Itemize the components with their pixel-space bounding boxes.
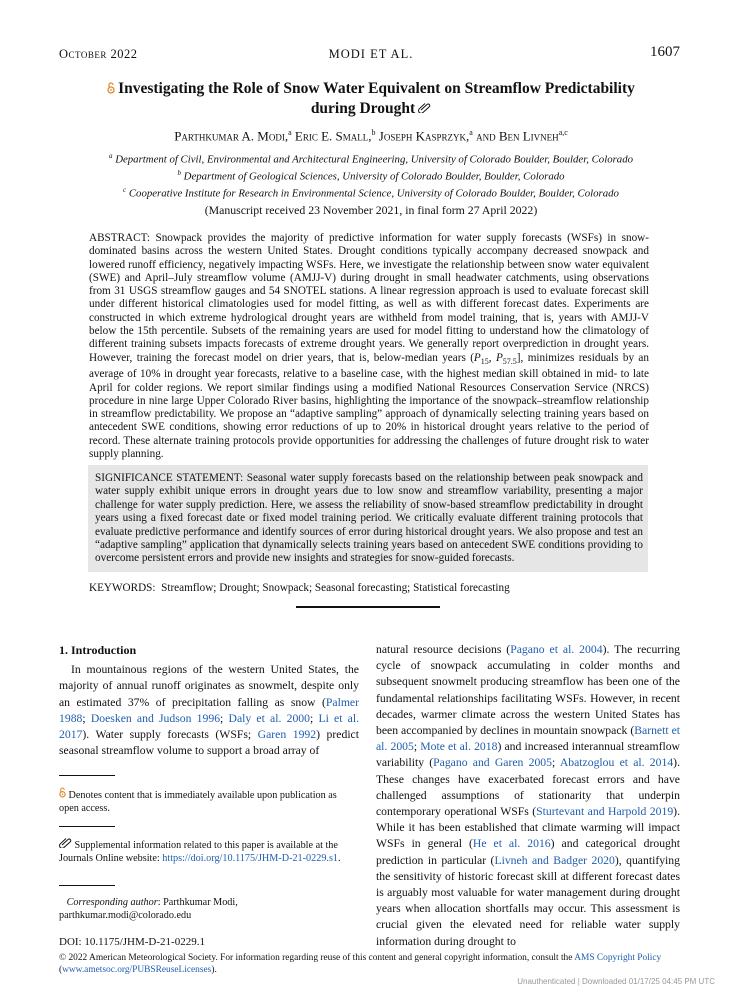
- open-access-lock-icon[interactable]: [107, 82, 118, 96]
- copyright-policy-link[interactable]: AMS Copyright Policy: [574, 953, 662, 963]
- author-list: [0, 128, 742, 144]
- open-access-lock-icon: [59, 790, 66, 801]
- paperclip-icon[interactable]: [415, 102, 431, 116]
- citation-link[interactable]: Mote et al. 2018: [420, 740, 498, 754]
- significance-statement: [88, 465, 648, 572]
- body-column-right: [376, 642, 680, 950]
- footnote-corresponding-author: [59, 897, 359, 922]
- author-affil-sup: a,c: [558, 128, 568, 137]
- citation-link[interactable]: Abatzoglou et al. 2014: [559, 756, 674, 770]
- affiliation: [0, 150, 742, 167]
- body-text: ). The recurring cycle of snowpack accumulating in colder months and subsequent snowmelt producing streamflow has been one of the fundamental relationships facilitating WSFs. However, in recent decades, warmer climate across the western United States has been accompanied by declines in mountain snowpack (: [376, 643, 681, 738]
- footnote-text: : Parthkumar Modi, parthkumar.modi@colorado.edu: [59, 897, 238, 921]
- author-name: Joseph Kasprzyk,: [378, 128, 470, 144]
- paperclip-icon: [59, 840, 72, 851]
- body-text: natural resource decisions (: [376, 643, 511, 656]
- article-title: [60, 79, 682, 119]
- citation-separator: ;: [309, 711, 319, 725]
- doi-footer: DOI: 10.1175/JHM-D-21-0229.1: [59, 936, 205, 948]
- keywords: [89, 582, 510, 594]
- footnote-text: Supplemental information related to this paper is available at the Journals Online website:: [59, 840, 338, 864]
- copyright-text: (: [59, 964, 63, 975]
- author-name: Eric E. Small,: [294, 128, 372, 144]
- article-title-line2: during Drought: [310, 100, 416, 117]
- citation-link[interactable]: Daly et al. 2000: [228, 711, 310, 725]
- citation-separator: ;: [413, 740, 421, 754]
- citation-link[interactable]: Doesken and Judson 1996: [90, 711, 221, 725]
- footnote-open-access: [59, 787, 359, 815]
- citation-separator: ;: [220, 711, 229, 725]
- citation-link[interactable]: He et al. 2016: [472, 837, 551, 851]
- citation-link[interactable]: Barnett et al. 2005: [376, 724, 681, 754]
- section-heading-introduction: 1. Introduction: [59, 643, 137, 657]
- affiliation: [0, 167, 742, 184]
- abstract-text-part1: Snowpack provides the majority of predictive information for water supply forecasts (WSFs) in snow-dominated basins across the western United States. Drought conditions typically accompany decreased snowpack and lowered runoff efficiency, negatively impacting WSFs. Here, we investigate the relationship between snow water equivalent (SWE) and April–July streamflow volume (AMJJ-V) during drought in small headwater catchments, using observations from 31 USGS streamflow gauges and 54 SNOTEL stations. A linear regression approach is used to evaluate forecast skill under different historical climatologies used for model fitting, as well as with different forecast dates. Experiments are constructed in which extreme hydrological drought years are withheld from model training, that is, years with AMJJ-V below the 15th percentile. Subsets of the remaining years are used for model fitting to understand how the climatology of different training subsets impacts forecasts of extreme drought years. We generally report overprediction in drought years. However, training the forecast model on drier years, that is, below-median years (: [89, 232, 649, 364]
- body-paragraph: [376, 642, 680, 950]
- citation-link[interactable]: Sturtevant and Harpold 2019: [536, 805, 674, 819]
- body-text: ) and categorical drought prediction in particular (: [376, 837, 680, 867]
- affiliations: [0, 150, 742, 201]
- author-name: Parthkumar A. Modi,: [174, 128, 289, 144]
- supplemental-doi-link[interactable]: https://doi.org/10.1175/JHM-D-21-0229.s1: [162, 852, 339, 864]
- body-text: ). While it has been established that climate warming will impact WSFs in general (: [376, 805, 680, 851]
- citation-link[interactable]: Li et al. 2017: [59, 711, 360, 742]
- running-header-authors: MODI ET AL.: [328, 47, 414, 61]
- citation-link[interactable]: Livneh and Badger 2020: [494, 853, 615, 867]
- footnote-label: Corresponding author: [66, 897, 158, 908]
- percentile-subscript: 57.5: [502, 356, 517, 366]
- affiliation-text: Department of Civil, Environmental and Architectural Engineering, University of Colorado Boulder, Boulder, Colorado: [115, 153, 633, 166]
- body-text: ), quantifying the sensitivity of historic forecast skill at different forecast dates is arguably most valuable for water management during drought years when allocation shortfalls may occur. This assessment is crucial given the elevated need for reliable water supply information during drought to: [376, 853, 680, 948]
- body-text: In mountainous regions of the western United States, the majority of annual runoff originates as snowmelt, despite only an estimated 37% of precipitation falling as snow (: [59, 663, 359, 709]
- citation-link[interactable]: Pagano and Garen 2005: [433, 756, 552, 770]
- author-affil-sup: a: [288, 128, 292, 137]
- download-watermark: Unauthenticated | Downloaded 01/17/25 04:45 PM UTC: [517, 977, 715, 986]
- citation-separator: ;: [552, 756, 560, 770]
- body-text: ) and increased interannual streamflow variability (: [376, 740, 680, 770]
- body-column-left: [59, 642, 359, 759]
- running-header-date: October 2022: [59, 47, 138, 61]
- significance-label: SIGNIFICANCE STATEMENT:: [95, 472, 244, 484]
- percentile-separator: ,: [488, 351, 496, 364]
- author-affil-sup: a: [469, 128, 473, 137]
- footnote-rule: [59, 775, 115, 776]
- affiliation-text: Cooperative Institute for Research in Environmental Science, University of Colorado Boulder, Boulder, Colorado: [128, 187, 619, 200]
- body-text: ). Water supply forecasts (WSFs;: [82, 728, 258, 742]
- keywords-label: KEYWORDS:: [89, 582, 156, 594]
- article-title-line1: Investigating the Role of Snow Water Equivalent on Streamflow Predictability: [118, 80, 635, 97]
- copyright-text: ).: [211, 964, 217, 975]
- citation-link[interactable]: Pagano et al. 2004: [510, 643, 603, 656]
- affiliation-sup: c: [123, 186, 127, 194]
- affiliation-sup: b: [177, 169, 181, 177]
- affiliation: [0, 184, 742, 201]
- significance-text: Seasonal water supply forecasts based on the relationship between peak snowpack and water supply exhibit unique errors in drought years due to low snow and streamflow variability, presenting a major challenge for water supply prediction. Here, we assess the reliability of snow-based streamflow predictability in drought years using a fixed forecast date or fixed model training period. We critically evaluate different training protocols that evaluate predictive performance and identify sources of error during historical drought years. We also propose and test an “adaptive sampling” application that dynamically selects training years based on antecedent SWE conditions providing to overcome persistent errors and provide new insights and strategies for snow-guided forecasts.: [95, 472, 643, 565]
- author-affil-sup: b: [371, 128, 376, 137]
- percentile-symbol: P: [473, 351, 481, 364]
- affiliation-text: Department of Geological Sciences, University of Colorado Boulder, Boulder, Colorado: [183, 170, 565, 183]
- citation-separator: ;: [82, 711, 91, 725]
- body-text: ). These changes have exacerbated forecast errors and have challenged assumptions of stationarity that underpin contemporary operational WSFs (: [376, 756, 680, 819]
- percentile-symbol: P: [495, 351, 503, 364]
- citation-link[interactable]: Garen 1992: [257, 728, 317, 742]
- footnote-text: .: [338, 852, 341, 864]
- reuse-licenses-link[interactable]: www.ametsoc.org/PUBSReuseLicenses: [62, 964, 212, 975]
- author-name: Ben Livneh: [498, 128, 559, 144]
- manuscript-dates: (Manuscript received 23 November 2021, in final form 27 April 2022): [204, 203, 538, 217]
- abstract: [89, 232, 649, 461]
- copyright-text: © 2022 American Meteorological Society. For information regarding reuse of this content and general copyright information, consult the: [59, 953, 575, 963]
- author-conjunction: and: [476, 128, 496, 144]
- footnote-text: Denotes content that is immediately available upon publication as open access.: [59, 790, 337, 814]
- percentile-subscript: 15: [480, 356, 489, 366]
- keywords-text: Streamflow; Drought; Snowpack; Seasonal forecasting; Statistical forecasting: [161, 582, 510, 594]
- citation-link[interactable]: Palmer 1988: [59, 695, 359, 725]
- footnote-supplemental: [59, 838, 359, 865]
- page-number: 1607: [650, 44, 680, 60]
- abstract-text-part2: ], minimizes residuals by an average of 10% in drought year forecasts, relative to a baseline case, with the highest median skill obtained in mid- to late April for colder regions. We report similar findings using a modified National Resources Conservation Service (NRCS) procedure in nine large Upper Colorado River basins, highlighting the importance of the snowpack–streamflow relationship in streamflow predictability. We propose an “adaptive sampling” approach of dynamically selecting training years based on antecedent SWE conditions, showing error reductions of up to 20% in historical drought years relative to the period of record. These alternate training protocols provide opportunities for addressing the challenges of future drought risk to water supply planning.: [89, 351, 649, 460]
- body-paragraph: [59, 662, 359, 759]
- body-text: ) predict seasonal streamflow volume to support a broad array of: [59, 728, 359, 758]
- footnote-rule: [59, 885, 115, 886]
- copyright-notice: [59, 953, 684, 976]
- affiliation-sup: a: [108, 152, 113, 160]
- abstract-label: ABSTRACT:: [89, 232, 150, 244]
- section-divider: [296, 606, 440, 608]
- footnote-rule: [59, 826, 115, 827]
